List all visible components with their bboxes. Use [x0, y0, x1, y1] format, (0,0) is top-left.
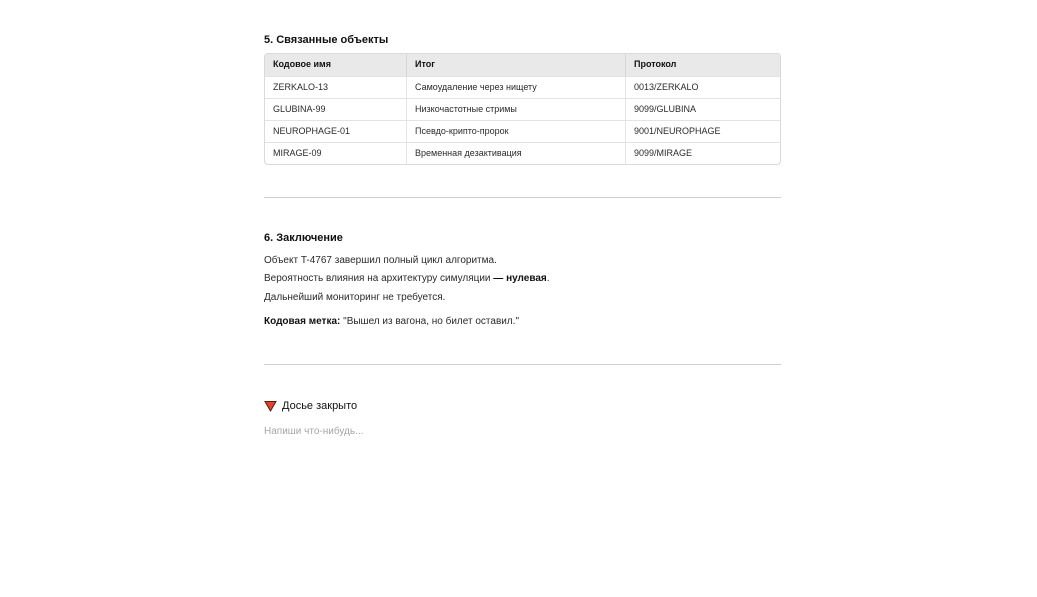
table-cell: Псевдо-крипто-пророк	[406, 121, 625, 142]
conclusion-line-3: Дальнейший мониторинг не требуется.	[264, 292, 446, 303]
table-row	[265, 120, 780, 142]
horizontal-divider	[264, 197, 781, 198]
table-cell: 9099/MIRAGE	[625, 143, 780, 164]
message-input[interactable]	[264, 424, 564, 438]
conclusion-line-2-period: .	[546, 273, 550, 284]
dossier-closed-label: Досье закрыто	[282, 400, 358, 412]
table-header-cell: Итог	[406, 54, 625, 76]
conclusion-line-1: Объект T-4767 завершил полный цикл алгоритма.	[264, 255, 497, 266]
table-row	[265, 98, 780, 120]
conclusion-line-2-text: Вероятность влияния на архитектуру симуляции	[264, 273, 491, 284]
related-objects-table	[264, 53, 781, 165]
table-cell: Временная дезактивация	[406, 143, 625, 164]
table-cell: ZERKALO-13	[273, 82, 329, 92]
conclusion-line-2	[264, 273, 550, 284]
table-cell: NEUROPHAGE-01	[273, 126, 351, 136]
table-cell: Самоудаление через нищету	[406, 77, 625, 98]
table-cell: MIRAGE-09	[273, 148, 322, 158]
horizontal-divider	[264, 364, 781, 365]
dossier-closed-line	[264, 400, 357, 412]
code-mark-value: "Вышел из вагона, но билет оставил."	[340, 316, 520, 327]
table-cell: 0013/ZERKALO	[625, 77, 780, 98]
table-cell: Низкочастотные стримы	[406, 99, 625, 120]
section-5-heading: 5. Связанные объекты	[264, 34, 389, 46]
section-6-heading: 6. Заключение	[264, 232, 343, 244]
code-mark-label: Кодовая метка:	[264, 316, 341, 327]
table-header-cell: Протокол	[625, 54, 780, 76]
table-header-cell: Кодовое имя	[273, 59, 331, 69]
conclusion-line-2-dash: —	[490, 273, 507, 284]
red-triangle-down-icon	[264, 400, 277, 412]
table-cell: GLUBINA-99	[273, 104, 326, 114]
table-header-row	[265, 54, 780, 76]
table-row	[265, 142, 780, 164]
table-row	[265, 76, 780, 98]
table-cell: 9099/GLUBINA	[625, 99, 780, 120]
code-mark-line	[264, 316, 519, 327]
table-cell: 9001/NEUROPHAGE	[625, 121, 780, 142]
conclusion-line-2-emphasis: нулевая	[506, 273, 547, 284]
